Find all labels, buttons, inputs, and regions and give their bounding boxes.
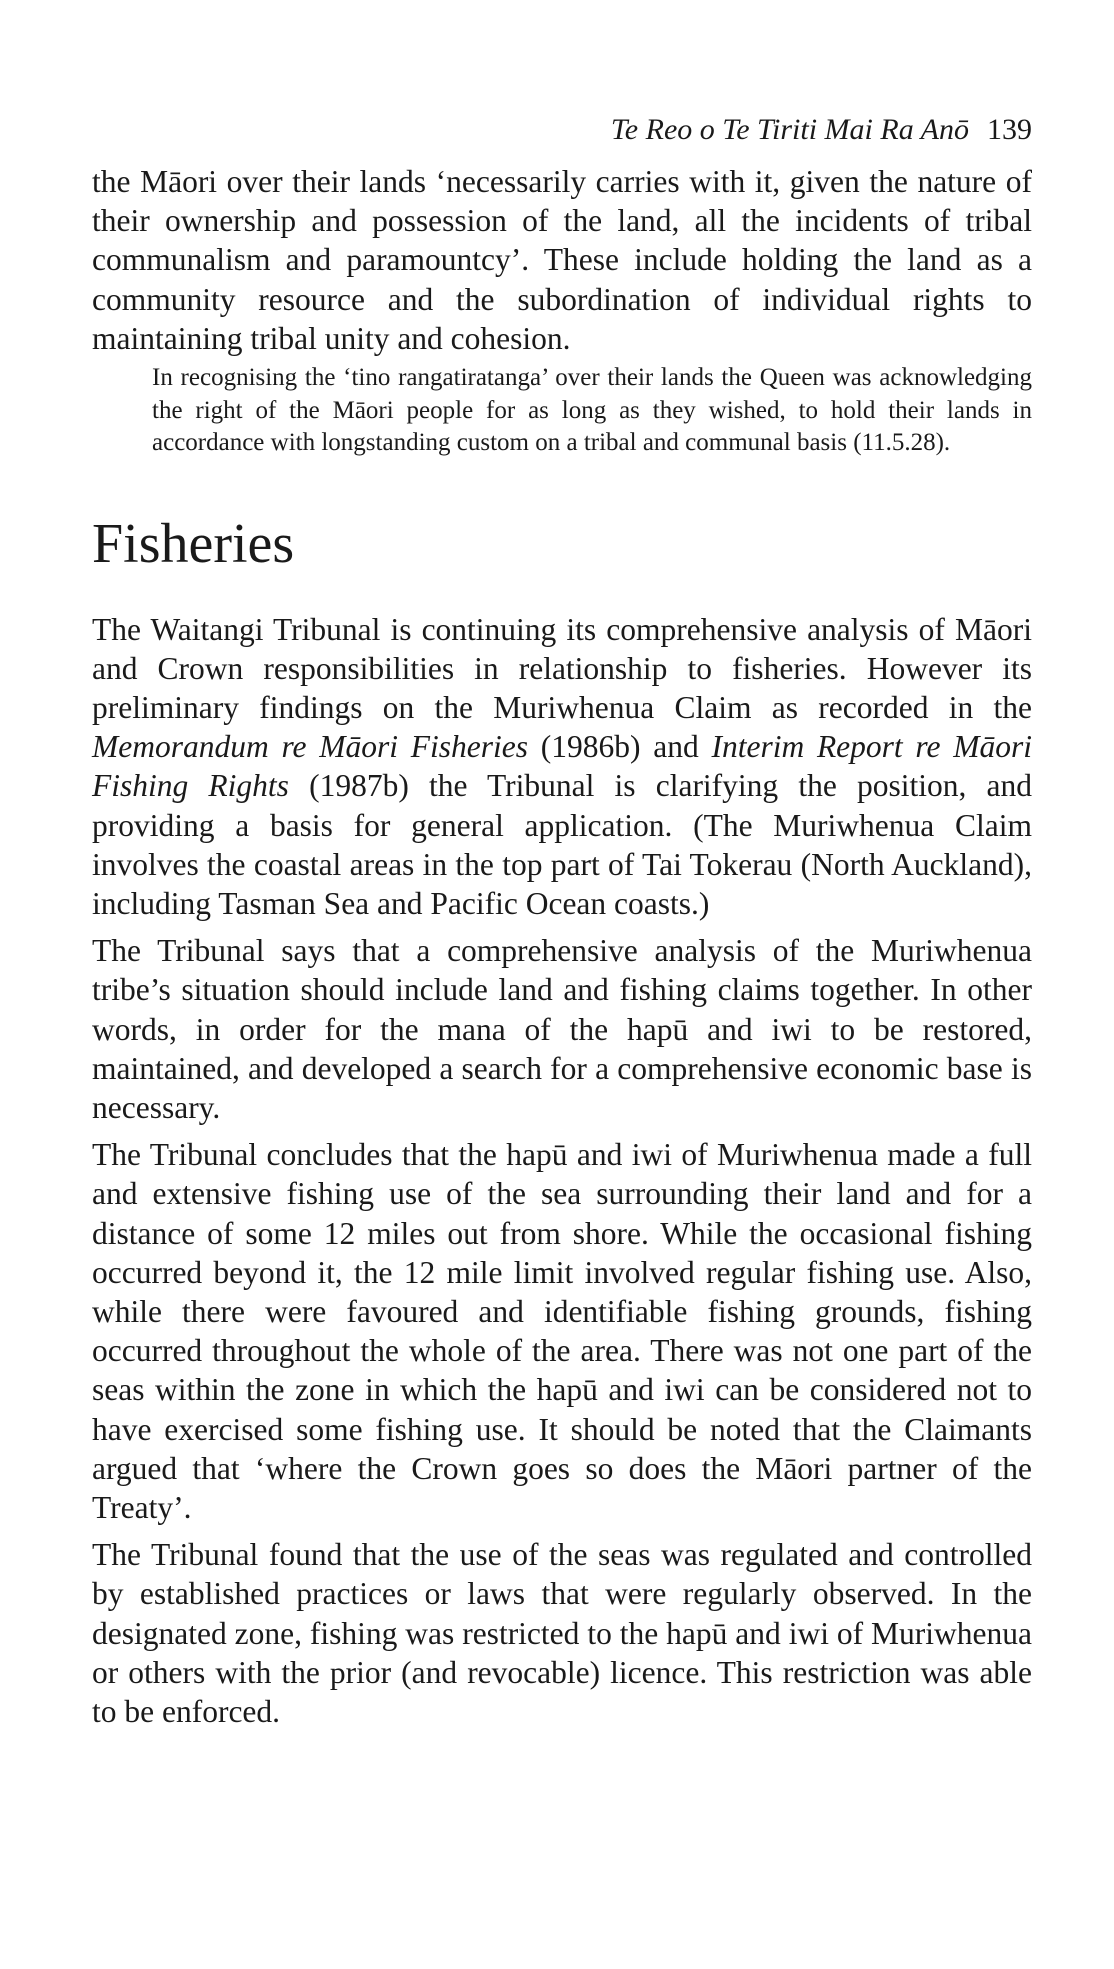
fisheries-paragraph-2: The Tribunal says that a comprehensive analysis of the Muriwhenua tribe’s situation should include land and fishing claims together. In other words, in order for the mana of the hapū and iwi to be restored, maintained, and developed a search for a comprehensive economic base is necessary. (92, 933, 1032, 1125)
para1-text-a: The Waitangi Tribunal is continuing its comprehensive analysis of Māori and Crown responsibilities in relationship to fisheries. However its preliminary findings on the Muriwhenua Claim as recorded in the (92, 611, 1032, 725)
fisheries-paragraph-3: The Tribunal concludes that the hapū and iwi of Muriwhenua made a full and extensive fishing use of the sea surrounding their land and for a distance of some 12 miles out from shore. While the occasional fishing occurred beyond it, the 12 mile limit involved regular fishing use. Also, while there were favoured and identifiable fishing grounds, fishing occurred throughout the whole of the area. There was not one part of the seas within the zone in which the hapū and iwi can be considered not to have exercised some fishing use. It should be noted that the Claimants argued that ‘where the Crown goes so does the Māori partner of the Treaty’. (92, 1137, 1032, 1525)
section-heading: Fisheries (92, 512, 295, 575)
interim-report-title: Interim Report re Māori Fishing Rights (92, 729, 1032, 804)
para1-text-c: (1987b) the Tribunal is clarifying the position, and providing a basis for general application. (The Muriwhenua Claim involves the coastal areas in the top part of Tai Tokerau (North Auckland), including Tasman Sea and Pacific Ocean coasts.) (92, 768, 1032, 921)
fisheries-paragraph-4: The Tribunal found that the use of the seas was regulated and controlled by established practices or laws that were regularly observed. In the designated zone, fishing was restricted to the hapū and iwi of Muriwhenua or others with the prior (and revocable) licence. This restriction was able to be enforced. (92, 1537, 1032, 1729)
page-number: 139 (987, 113, 1032, 146)
book-page (92, 112, 1032, 1731)
running-head (92, 112, 1032, 148)
para1-text-b: (1986b) and (528, 729, 712, 765)
memorandum-title: Memorandum re Māori Fisheries (92, 729, 529, 765)
block-quote: In recognising the ‘tino rangatiratanga’ over their lands the Queen was acknowledging the right of the Māori people for as long as they wished, to hold their lands in accordance with longstanding custom on a tribal and communal basis (11.5.28). (152, 364, 1032, 457)
running-head-title: Te Reo o Te Tiriti Mai Ra Anō (610, 113, 969, 146)
intro-paragraph: the Māori over their lands ‘necessarily carries with it, given the nature of their ownership and possession of the land, all the incidents of tribal communalism and paramountcy’. These include holding the land as a community resource and the subordination of individual rights to maintaining tribal unity and cohesion. (92, 164, 1032, 356)
fisheries-paragraph-1 (92, 610, 1032, 924)
